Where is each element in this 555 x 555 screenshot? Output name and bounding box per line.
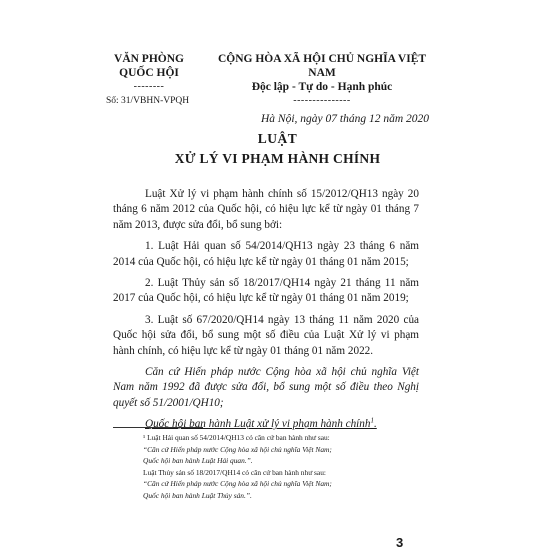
footnote-line: ¹ Luật Hải quan số 54/2014/QH13 có căn cứ ban hành như sau: [143,433,330,442]
footnote-line: “Căn cứ Hiến pháp nước Cộng hòa xã hội chủ nghĩa Việt Nam; [143,479,332,488]
footnote-line: “Căn cứ Hiến pháp nước Cộng hòa xã hội chủ nghĩa Việt Nam; [143,444,332,454]
footnote-ref[interactable]: 1 [370,416,374,425]
amendment-item-2: 2. Luật Thủy sản số 18/2017/QH14 ngày 21 tháng 11 năm 2017 của Quốc hội, có hiệu lực kể từ ngày 01 tháng 01 năm 2019; [113,277,419,305]
document-title: XỬ LÝ VI PHẠM HÀNH CHÍNH [174,151,381,166]
footnote-line: Luật Thủy sản số 18/2017/QH14 có căn cứ ban hành như sau: [143,467,326,477]
agency-name-line2: QUỐC HỘI [119,67,179,79]
footnote-line: Quốc hội ban hành Luật Hải quan.”. [143,456,253,465]
amendment-item-3: 3. Luật số 67/2020/QH14 ngày 13 tháng 11 năm 2020 của Quốc hội sửa đổi, bổ sung một số điều của Luật Xử lý vi phạm hành chính, có hiệu lực kể từ ngày 01 tháng 01 năm 2022. [113,313,419,357]
footnote-separator [113,427,203,428]
enactment-period: . [373,418,377,431]
document-number: Số: 31/VBHN-VPQH [106,96,190,106]
agency-name-line1: VĂN PHÒNG [114,53,184,65]
amendment-item-1: 1. Luật Hải quan số 54/2014/QH13 ngày 23 tháng 6 năm 2014 của Quốc hội, có hiệu lực kể từ ngày 01 tháng 01 năm 2015; [113,240,419,268]
footnotes [143,432,418,501]
legal-basis-paragraph: Căn cứ Hiến pháp nước Cộng hòa xã hội chủ nghĩa Việt Nam năm 1992 đã được sửa đổi, bổ sung một số điều theo Nghị quyết số 51/2001/QH10; [113,366,419,409]
document-body [113,187,419,439]
national-motto: Độc lập - Tự do - Hạnh phúc [251,81,393,93]
national-motto-block [203,52,441,126]
footnote-line: Quốc hội ban hành Luật Thủy sản.”. [143,490,252,500]
motto-divider: --------------- [293,95,351,106]
document-type-title: LUẬT [257,131,298,146]
intro-paragraph: Luật Xử lý vi phạm hành chính số 15/2012/QH13 ngày 20 tháng 6 năm 2012 của Quốc hội, có hiệu lực kể từ ngày 01 tháng 7 năm 2013, được sửa đổi, bổ sung bởi: [113,188,419,231]
issuing-agency-block [106,52,190,108]
enactment-text: Quốc hội ban hành Luật xử lý vi phạm hành chính [145,418,371,431]
page-number: 3 [396,535,404,550]
agency-divider: -------- [133,81,165,92]
enactment-paragraph [113,417,419,432]
document-date: Hà Nội, ngày 07 tháng 12 năm 2020 [261,113,430,125]
country-name: CỘNG HÒA XÃ HỘI CHỦ NGHĨA VIỆT NAM [217,53,427,79]
